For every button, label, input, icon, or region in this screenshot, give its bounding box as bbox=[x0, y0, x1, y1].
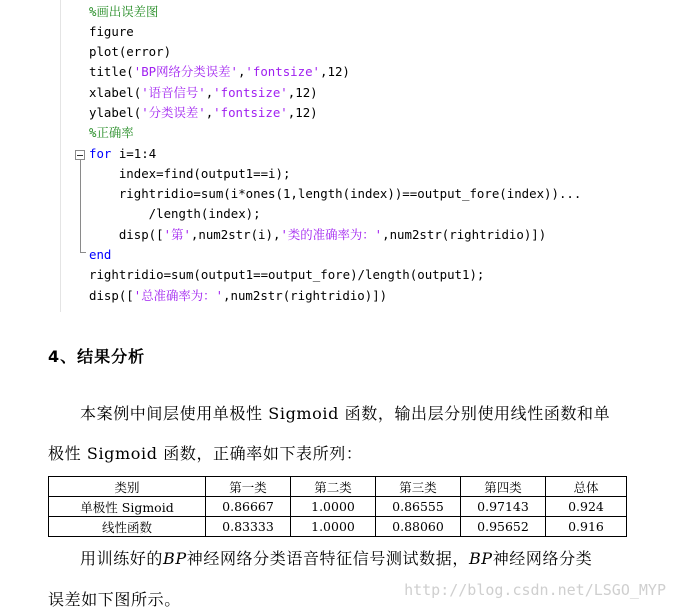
table-cell: 0.924 bbox=[546, 497, 627, 517]
code-text: , bbox=[237, 64, 246, 79]
code-text: ylabel( bbox=[89, 105, 142, 120]
code-line-1 bbox=[89, 2, 158, 22]
code-string: 'fontsize' bbox=[245, 64, 321, 79]
paragraph-text: 神经网络分类 bbox=[492, 549, 593, 568]
table-header-cell: 第二类 bbox=[291, 477, 376, 497]
code-text: plot(error) bbox=[89, 44, 172, 59]
paragraph-line: 误差如下图所示。 bbox=[48, 590, 181, 609]
code-text: disp([ bbox=[89, 288, 134, 303]
code-string: '语音信号' bbox=[141, 85, 206, 100]
code-text: figure bbox=[89, 24, 134, 39]
paragraph-text: 用训练好的 bbox=[80, 549, 164, 568]
code-line-8 bbox=[89, 144, 156, 164]
code-keyword: for bbox=[89, 146, 112, 161]
code-text: xlabel( bbox=[89, 85, 142, 100]
fold-guide-line bbox=[80, 160, 81, 252]
code-block bbox=[60, 0, 671, 312]
table-header-cell: 类别 bbox=[49, 477, 206, 497]
code-text: ,num2str(rightridio)]) bbox=[223, 288, 388, 303]
code-line-13 bbox=[89, 245, 111, 265]
code-string: 'fontsize' bbox=[213, 85, 288, 100]
code-line-11 bbox=[89, 204, 261, 224]
watermark: http://blog.csdn.net/LSGO_MYP bbox=[404, 581, 666, 599]
code-text: rightridio=sum(i*ones(1,length(index))==output_fore(index))... bbox=[89, 186, 582, 201]
table-header-cell: 第三类 bbox=[376, 477, 461, 497]
table-cell: 0.83333 bbox=[206, 517, 291, 537]
code-line-12 bbox=[89, 225, 546, 245]
table-header-row bbox=[49, 477, 627, 497]
table-cell: 0.97143 bbox=[461, 497, 546, 517]
fold-collapse-icon[interactable] bbox=[75, 150, 85, 160]
code-text: ,num2str(rightridio)]) bbox=[382, 227, 547, 242]
table-cell: 0.88060 bbox=[376, 517, 461, 537]
code-line-3 bbox=[89, 42, 171, 62]
code-text: title( bbox=[89, 64, 134, 79]
paragraph-line: 极性 Sigmoid 函数，正确率如下表所列： bbox=[48, 444, 363, 463]
code-text: , bbox=[205, 105, 214, 120]
code-string: 'fontsize' bbox=[213, 105, 288, 120]
table-header-cell: 第一类 bbox=[206, 477, 291, 497]
table-row bbox=[49, 517, 627, 537]
table-cell: 1.0000 bbox=[291, 497, 376, 517]
code-comment: %画出误差图 bbox=[89, 4, 159, 19]
table-cell: 0.86555 bbox=[376, 497, 461, 517]
code-comment: %正确率 bbox=[89, 125, 134, 140]
paragraph-text: 神经网络分类语音特征信号测试数据， bbox=[186, 549, 469, 568]
accuracy-table bbox=[48, 476, 627, 537]
paragraph-line: 本案例中间层使用单极性 Sigmoid 函数，输出层分别使用线性函数和单 bbox=[80, 404, 611, 423]
table-header-cell: 第四类 bbox=[461, 477, 546, 497]
table-cell: 单极性 Sigmoid bbox=[49, 497, 206, 517]
table-cell: 1.0000 bbox=[291, 517, 376, 537]
code-text: ,num2str(i), bbox=[190, 227, 281, 242]
code-text: i=1:4 bbox=[111, 146, 157, 161]
paragraph-italic-text: BP bbox=[468, 549, 493, 568]
code-string: '总准确率为：' bbox=[133, 288, 224, 303]
code-text: disp([ bbox=[89, 227, 164, 242]
code-line-6 bbox=[89, 103, 318, 123]
code-line-15 bbox=[89, 286, 387, 306]
table-cell: 0.95652 bbox=[461, 517, 546, 537]
paragraph-line bbox=[80, 548, 592, 570]
code-text: rightridio=sum(output1==output_fore)/length(output1); bbox=[89, 267, 485, 282]
code-text: index=find(output1==i); bbox=[89, 166, 291, 181]
code-text: ,12) bbox=[287, 105, 318, 120]
code-line-5 bbox=[89, 83, 318, 103]
code-line-2 bbox=[89, 22, 134, 42]
code-string: 'BP网络分类误差' bbox=[133, 64, 238, 79]
code-keyword: end bbox=[89, 247, 112, 262]
code-line-10 bbox=[89, 184, 581, 204]
paragraph-italic-text: BP bbox=[163, 549, 187, 568]
code-line-14 bbox=[89, 265, 484, 285]
table-header-cell: 总体 bbox=[546, 477, 627, 497]
table-cell: 0.916 bbox=[546, 517, 627, 537]
code-text: ,12) bbox=[287, 85, 318, 100]
code-text: , bbox=[205, 85, 214, 100]
code-line-9 bbox=[89, 164, 290, 184]
code-string: '分类误差' bbox=[141, 105, 206, 120]
code-text: ,12) bbox=[320, 64, 350, 79]
code-line-4 bbox=[89, 62, 350, 82]
table-cell: 0.86667 bbox=[206, 497, 291, 517]
code-line-7 bbox=[89, 123, 134, 143]
code-string: '类的准确率为：' bbox=[280, 227, 383, 242]
table-cell: 线性函数 bbox=[49, 517, 206, 537]
table-row bbox=[49, 497, 627, 517]
code-string: '第' bbox=[163, 227, 191, 242]
section-heading: 4、结果分析 bbox=[48, 347, 146, 366]
code-text: /length(index); bbox=[89, 206, 261, 221]
fold-guide-end bbox=[80, 252, 86, 253]
